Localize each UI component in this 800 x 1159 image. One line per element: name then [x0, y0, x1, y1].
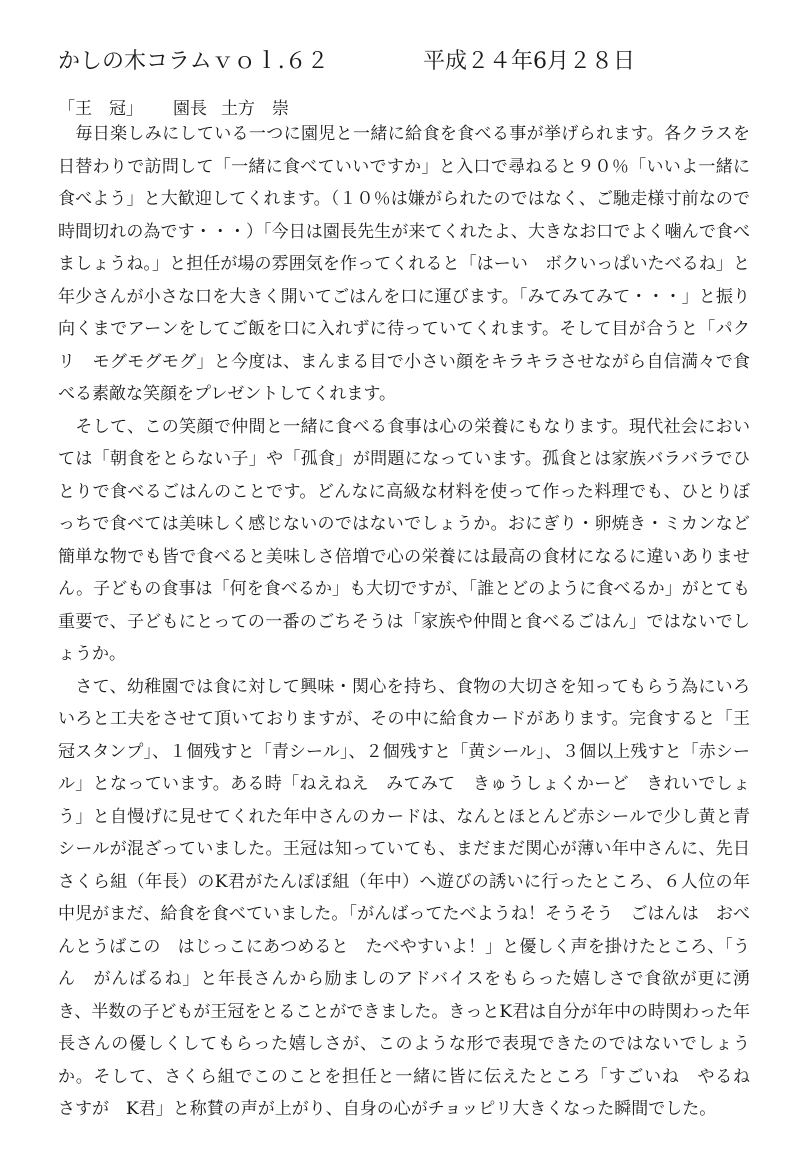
- author-name: 土方 崇: [221, 99, 289, 119]
- paragraph-2: そして、この笑顔で仲間と一緒に食べる食事は心の栄養にもなります。現代社会においては「朝食をとらない子」や「孤食」が問題になっています。孤食とは家族バラバラでひとりで食べるごはんのことです。どんなに高級な材料を使って作った料理でも、ひとりぼっちで食べては美味しく感じないのではないでしょうか。おにぎり・卵焼き・ミカンなど簡単な物でも皆で食べると美味しさ倍増で心の栄養には最高の食材になるに違いありません。子どもの食事は「何を食べるか」も大切ですが、「誰とどのように食べるか」がとても重要で、子どもにとっての一番のごちそうは「家族や仲間と食べるごはん」ではないでしょうか。: [58, 416, 750, 664]
- publication-date: 平成２４年6月２８日: [423, 49, 635, 74]
- column-title: かしの木コラムｖｏｌ.６２: [58, 49, 329, 74]
- author-role: 園長: [173, 99, 207, 119]
- article-title: 「王 冠」: [58, 99, 143, 119]
- paragraph-1: 毎日楽しみにしている一つに園児と一緒に給食を食べる事が挙げられます。各クラスを日替わりで訪問して「一緒に食べていいですか」と入口で尋ねると９０％「いいよ一緒に食べよう」と大歓迎してくれます。（１０％は嫌がられたのではなく、ご馳走様寸前なので時間切れの為です・・・）「今日は園長先生が来てくれたよ、大きなお口でよく噛んで食べましょうね。」と担任が場の雰囲気を作ってくれると「はーい ボクいっぱいたべるね」と年少さんが小さな口を大きく開いてごはんを口に運びます。「みてみてみて・・・」と振り向くまでアーンをしてご飯を口に入れずに待っていてくれます。そして目が合うと「パクリ モグモグモグ」と今度は、まんまる目で小さい顔をキラキラさせながら自信満々で食べる素敵な笑顔をプレゼントしてくれます。: [58, 124, 750, 404]
- paragraph-3: さて、幼稚園では食に対して興味・関心を持ち、食物の大切さを知ってもらう為にいろいろと工夫をさせて頂いておりますが、その中に給食カードがあります。完食すると「王冠スタンプ」、１個残すと「青シール」、２個残すと「黄シール」、３個以上残すと「赤シール」となっています。ある時「ねえねえ みてみて きゅうしょくかーど きれいでしょう」と自慢げに見せてくれた年中さんのカードは、なんとほとんど赤シールで少し黄と青シールが混ざっていました。王冠は知っていても、まだまだ関心が薄い年中さんに、先日さくら組（年長）のK君がたんぽぽ組（年中）へ遊びの誘いに行ったところ、６人位の年中児がまだ、給食を食べていました。「がんばってたべようね！そうそう ごはんは おべんとうばこの はじっこにあつめると たべやすいよ！」と優しく声を掛けたところ、「うん がんばるね」と年長さんから励ましのアドバイスをもらった嬉しさで食欲が更に湧き、半数の子どもが王冠をとることができました。きっとK君は自分が年中の時関わった年長さんの優しくしてもらった嬉しさが、このような形で表現できたのではないでしょうか。そして、さくら組でこのことを担任と一緒に皆に伝えたところ「すごいね やるね さすが K君」と称賛の声が上がり、自身の心がチョッピリ大きくなった瞬間でした。: [58, 676, 767, 1119]
- article-byline: [58, 94, 750, 118]
- document-header: [58, 44, 750, 78]
- article-body: [58, 118, 767, 1126]
